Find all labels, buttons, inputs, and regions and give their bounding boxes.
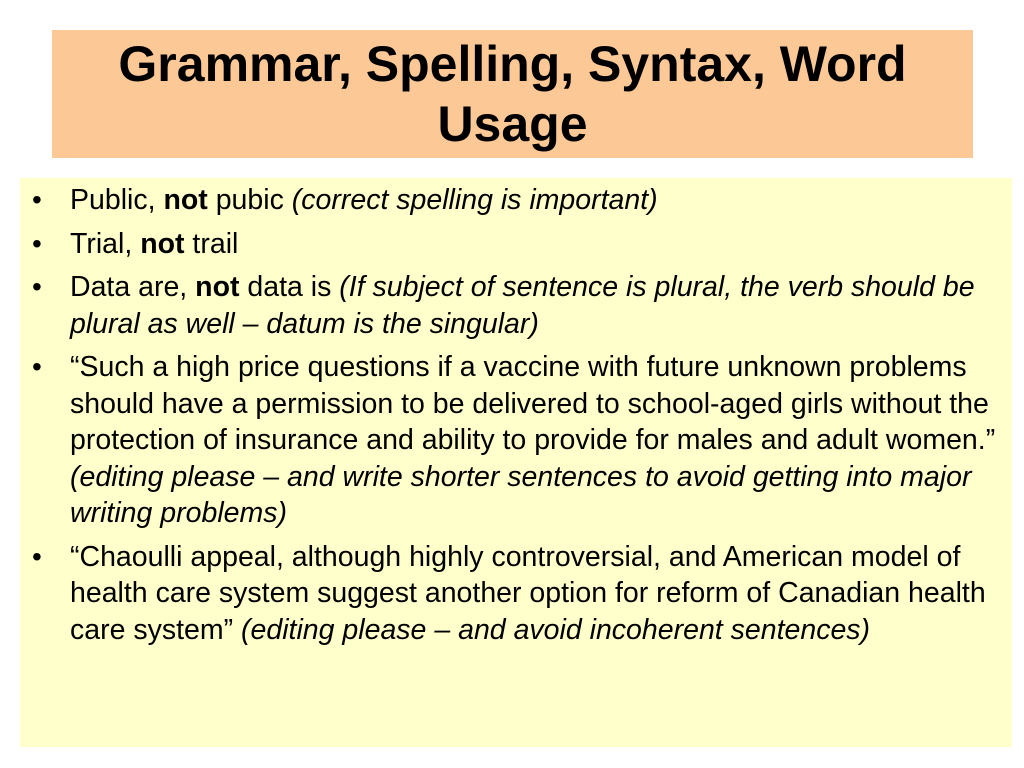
bullet-note: (editing please – and write shorter sentences to avoid getting into major writing problems) [70, 460, 972, 529]
bullet-emphasis: not [140, 227, 185, 260]
bullet-item [30, 349, 998, 532]
title-box [52, 30, 973, 158]
bullet-note: (editing please – and avoid incoherent sentences) [241, 613, 871, 646]
slide-title: Grammar, Spelling, Syntax, Word Usage [118, 36, 907, 152]
bullet-emphasis: not [195, 271, 240, 303]
bullet-item [30, 226, 998, 263]
bullet-lead: Public, [70, 184, 164, 216]
bullet-item [30, 269, 998, 342]
bullet-icon: • [32, 271, 42, 302]
bullet-icon: • [32, 227, 42, 259]
bullet-item [30, 182, 998, 219]
bullet-lead: Trial, [70, 227, 141, 260]
bullet-emphasis: not [163, 184, 208, 216]
bullet-icon: • [32, 351, 42, 382]
bullet-rest: data is [239, 271, 340, 303]
bullet-icon: • [32, 184, 42, 215]
bullet-rest: pubic [207, 184, 292, 216]
content-box [20, 178, 1012, 747]
bullet-lead: “Chaoulli appeal, although highly controversial, and American model of health care system suggest another option for reform of Canadian health care system” [70, 540, 986, 646]
bullet-list [30, 182, 998, 648]
bullet-rest: trail [184, 227, 239, 260]
bullet-icon: • [32, 540, 42, 572]
bullet-lead: Data are, [70, 271, 196, 303]
bullet-item [30, 539, 998, 649]
bullet-note: (correct spelling is important) [291, 184, 658, 216]
bullet-lead: “Such a high price questions if a vaccine with future unknown problems should have a permission to be delivered to school-aged girls without the protection of insurance and ability to provide for males and adult women.” [70, 351, 996, 456]
bullet-note: (If subject of sentence is plural, the verb should be plural as well – datum is the singular) [70, 271, 975, 340]
